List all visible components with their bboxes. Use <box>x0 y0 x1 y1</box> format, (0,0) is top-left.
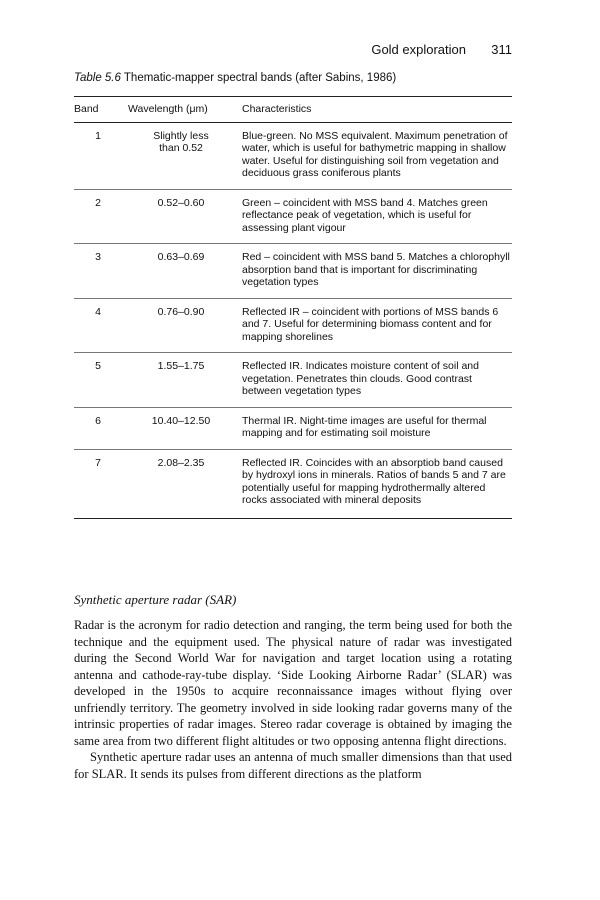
wavelength-cell: 10.40–12.50 <box>122 407 240 449</box>
wavelength-cell: 0.76–0.90 <box>122 298 240 353</box>
running-title: Gold exploration <box>371 42 466 57</box>
band-cell: 5 <box>74 353 122 408</box>
table-row <box>74 122 512 189</box>
band-cell: 1 <box>74 122 122 189</box>
characteristics-cell: Blue-green. No MSS equivalent. Maximum penetration of water, which is useful for bathymetric mapping in shallow water. Useful for distinguishing soil from vegetation and deciduous grass coniferous plants <box>240 122 512 189</box>
body-text <box>74 617 512 782</box>
characteristics-cell: Reflected IR – coincident with portions of MSS bands 6 and 7. Useful for determining biomass content and for mapping shorelines <box>240 298 512 353</box>
table-row <box>74 449 512 518</box>
table-caption-text: Thematic-mapper spectral bands (after Sabins, 1986) <box>123 72 397 84</box>
paragraph: Synthetic aperture radar uses an antenna of much smaller dimensions than that used for SLAR. It sends its pulses from different directions as the platform <box>74 750 512 781</box>
table-row <box>74 244 512 299</box>
spectral-bands-table-wrapper <box>74 96 512 519</box>
table-row <box>74 298 512 353</box>
table-row <box>74 407 512 449</box>
band-cell: 3 <box>74 244 122 299</box>
characteristics-cell: Reflected IR. Indicates moisture content of soil and vegetation. Penetrates thin clouds. Good contrast between vegetation types <box>240 353 512 408</box>
column-header-characteristics: Characteristics <box>240 97 512 123</box>
wavelength-cell: 2.08–2.35 <box>157 456 205 469</box>
paragraph: Radar is the acronym for radio detection and ranging, the term being used for both the technique and the equipment used. The physical nature of radar was investigated during the Second World War for navigation and target location using a rotating antenna and cathode-ray-tube display. ‘Side Looking Airborne Radar’ (SLAR) was developed in the 1950s to acquire reconnaissance images without flying over unfriendly territory. The geometry involved in side looking radar governs many of the intrinsic properties of radar images. Stereo radar coverage is obtained by imaging the same area from two different flight altitudes or two opposing antenna flight directions. <box>74 618 512 748</box>
section-heading: Synthetic aperture radar (SAR) <box>74 592 237 607</box>
page-header <box>74 42 512 60</box>
characteristics-cell: Red – coincident with MSS band 5. Matches a chlorophyll absorption band that is important for discriminating vegetation types <box>240 244 512 299</box>
characteristics-cell: Reflected IR. Coincides with an absorptiob band caused by hydroxyl ions in minerals. Ratios of bands 5 and 7 are potentially useful for mapping hydrothermally altered rocks associated with mineral deposits <box>242 456 506 506</box>
characteristics-cell: Green – coincident with MSS band 4. Matches green reflectance peak of vegetation, which is useful for assessing plant vigour <box>240 189 512 244</box>
table-caption <box>74 72 514 84</box>
characteristics-cell: Thermal IR. Night-time images are useful for thermal mapping and for estimating soil moisture <box>240 407 512 449</box>
band-cell: 7 <box>95 456 101 469</box>
wavelength-cell: 0.63–0.69 <box>122 244 240 299</box>
wavelength-cell: 1.55–1.75 <box>122 353 240 408</box>
column-header-wavelength: Wavelength (μm) <box>122 97 240 123</box>
table-row <box>74 353 512 408</box>
wavelength-cell: 0.52–0.60 <box>122 189 240 244</box>
table-label: Table 5.6 <box>74 72 121 84</box>
table-row <box>74 189 512 244</box>
table-header-row <box>74 97 512 123</box>
band-cell: 2 <box>74 189 122 244</box>
page-number: 311 <box>491 42 512 57</box>
wavelength-text: Slightly less than 0.52 <box>153 129 209 154</box>
wavelength-cell <box>122 122 240 189</box>
band-cell: 4 <box>74 298 122 353</box>
band-cell: 6 <box>74 407 122 449</box>
column-header-band: Band <box>74 97 122 123</box>
spectral-bands-table <box>74 96 512 519</box>
